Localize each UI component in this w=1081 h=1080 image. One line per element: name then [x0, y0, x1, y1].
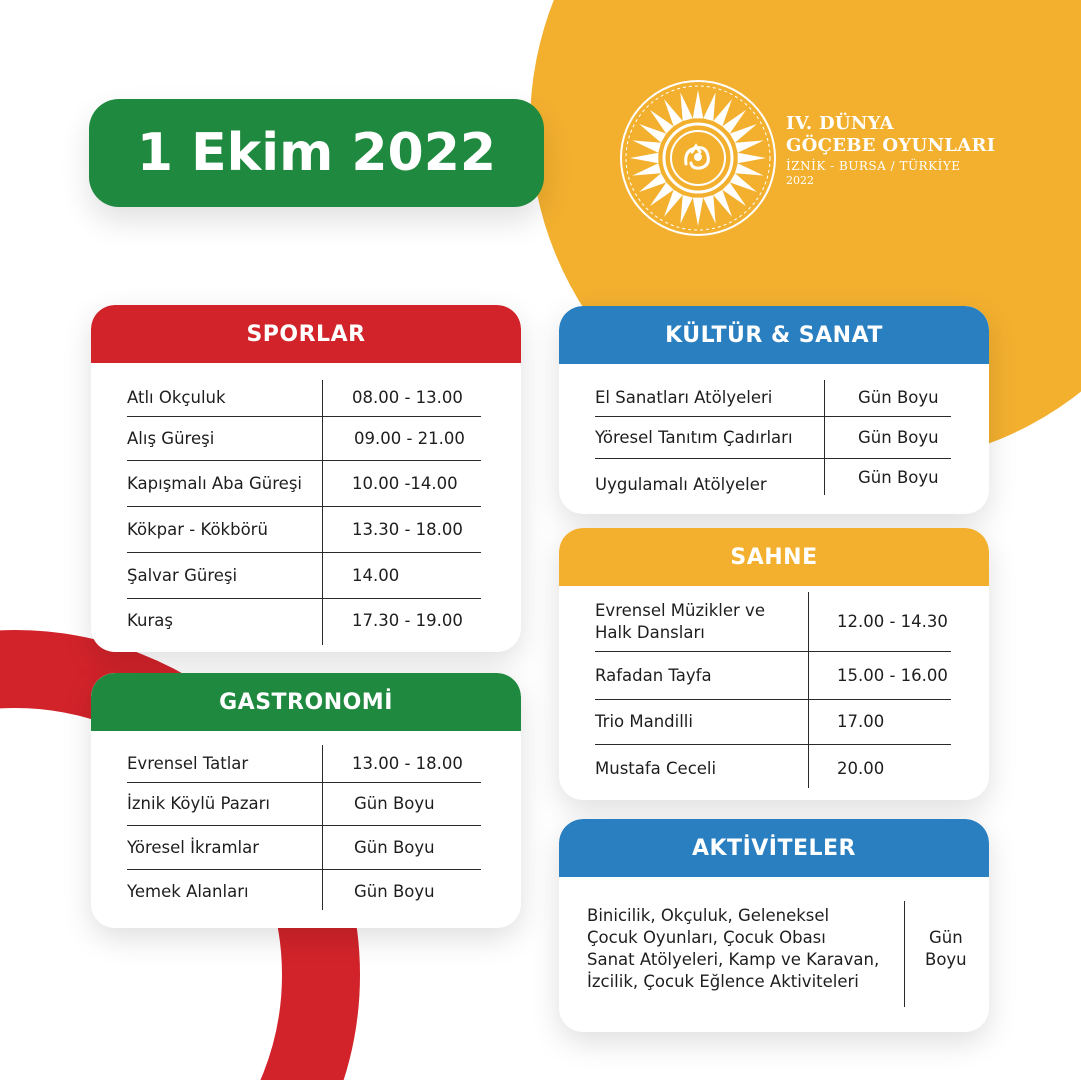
column-divider [904, 901, 905, 1007]
kultur-sanat-card [559, 306, 989, 514]
event-time: 12.00 - 14.30 [837, 611, 948, 631]
table-row [127, 461, 481, 507]
event-name: Rafadan Tayfa [595, 665, 712, 685]
logo-year: 2022 [786, 174, 814, 187]
sahne-header: SAHNE [559, 528, 989, 586]
activity-time-line2: Boyu [925, 950, 967, 969]
event-name: Alış Güreşi [127, 428, 215, 448]
event-name: Kökpar - Kökbörü [127, 519, 268, 539]
aktiviteler-header: AKTİVİTELER [559, 819, 989, 877]
logo-triangle [632, 163, 661, 175]
event-time: 09.00 - 21.00 [354, 428, 465, 448]
event-time: 13.00 - 18.00 [352, 753, 463, 773]
sporlar-card [91, 305, 521, 652]
event-name: Mustafa Ceceli [595, 759, 717, 778]
activity-line: İzcilik, Çocuk Eğlence Aktiviteleri [587, 972, 859, 991]
event-name: El Sanatları Atölyeleri [595, 388, 773, 407]
table-row [127, 599, 481, 643]
event-name [595, 600, 765, 644]
logo-triangle [738, 153, 766, 163]
logo-triangle [703, 195, 715, 224]
activity-line: Sanat Atölyeleri, Kamp ve Karavan, [587, 950, 880, 969]
event-name: Evrensel Tatlar [127, 753, 249, 773]
logo-triangle [680, 195, 692, 224]
event-name: Yöresel İkramlar [127, 837, 259, 857]
logo-triangle [630, 153, 658, 163]
table-row [127, 507, 481, 553]
festival-logo-text [786, 113, 995, 188]
table-row [127, 826, 481, 870]
activity-list [587, 905, 879, 993]
activity-time [925, 927, 967, 971]
event-name: Yöresel Tanıtım Çadırları [595, 427, 793, 447]
table-row [127, 870, 481, 914]
logo-title-line2: GÖÇEBE OYUNLARI [786, 135, 996, 156]
event-time: 15.00 - 16.00 [837, 665, 948, 685]
event-time: Gün Boyu [354, 794, 435, 813]
table-row [127, 783, 481, 826]
event-time: 20.00 [837, 759, 885, 778]
date-banner: 1 Ekim 2022 [89, 99, 544, 207]
event-name: Yemek Alanları [127, 882, 249, 901]
event-name: Kapışmalı Aba Güreşi [127, 473, 303, 493]
activity-line: Çocuk Oyunları, Çocuk Obası [587, 928, 826, 947]
event-name: İznik Köylü Pazarı [127, 794, 270, 813]
event-time: Gün Boyu [858, 388, 939, 407]
logo-triangle [735, 140, 764, 152]
logo-triangle [735, 163, 764, 175]
table-row [595, 700, 951, 745]
logo-location: İZNİK - BURSA / TÜRKİYE [786, 159, 961, 173]
gastronomi-card [91, 673, 521, 928]
festival-logo-icon [618, 78, 778, 238]
table-row [595, 652, 951, 700]
gastronomi-header: GASTRONOMİ [91, 673, 521, 731]
event-time: Gün Boyu [354, 882, 435, 901]
event-name: Kuraş [127, 611, 173, 630]
logo-triangle [703, 92, 715, 121]
logo-title-line1: IV. DÜNYA [786, 113, 894, 134]
activity-time-line1: Gün [928, 928, 963, 947]
logo-triangle [680, 92, 692, 121]
event-name: Atlı Okçuluk [127, 388, 226, 407]
event-name: Trio Mandilli [595, 712, 693, 731]
sporlar-header: SPORLAR [91, 305, 521, 363]
event-time: 17.00 [837, 712, 885, 731]
event-name: Uygulamalı Atölyeler [595, 475, 767, 494]
event-name-line1: Evrensel Müzikler ve [595, 600, 765, 620]
event-time: Gün Boyu [858, 468, 939, 487]
event-time: 14.00 [352, 565, 400, 585]
table-row [595, 592, 951, 652]
kultur-sanat-header: KÜLTÜR & SANAT [559, 306, 989, 364]
logo-triangle [693, 90, 703, 118]
table-row [127, 417, 481, 461]
event-time: 13.30 - 18.00 [352, 519, 463, 539]
event-time: Gün Boyu [354, 837, 435, 857]
table-row [595, 459, 951, 503]
sahne-card [559, 528, 989, 800]
table-row [127, 380, 481, 417]
activity-line: Binicilik, Okçuluk, Geleneksel [587, 906, 830, 925]
event-name: Şalvar Güreşi [127, 565, 238, 585]
aktiviteler-card [559, 819, 989, 1032]
event-time: 08.00 - 13.00 [352, 388, 463, 407]
logo-triangle [632, 140, 661, 152]
event-time: Gün Boyu [858, 427, 939, 447]
event-time: 17.30 - 19.00 [352, 611, 463, 630]
table-row [595, 417, 951, 459]
table-row [595, 380, 951, 417]
table-row [127, 553, 481, 599]
event-name-line2: Halk Dansları [595, 622, 705, 642]
table-row [127, 745, 481, 783]
logo-triangle [693, 198, 703, 226]
event-time: 10.00 -14.00 [352, 473, 458, 493]
table-row [595, 745, 951, 793]
